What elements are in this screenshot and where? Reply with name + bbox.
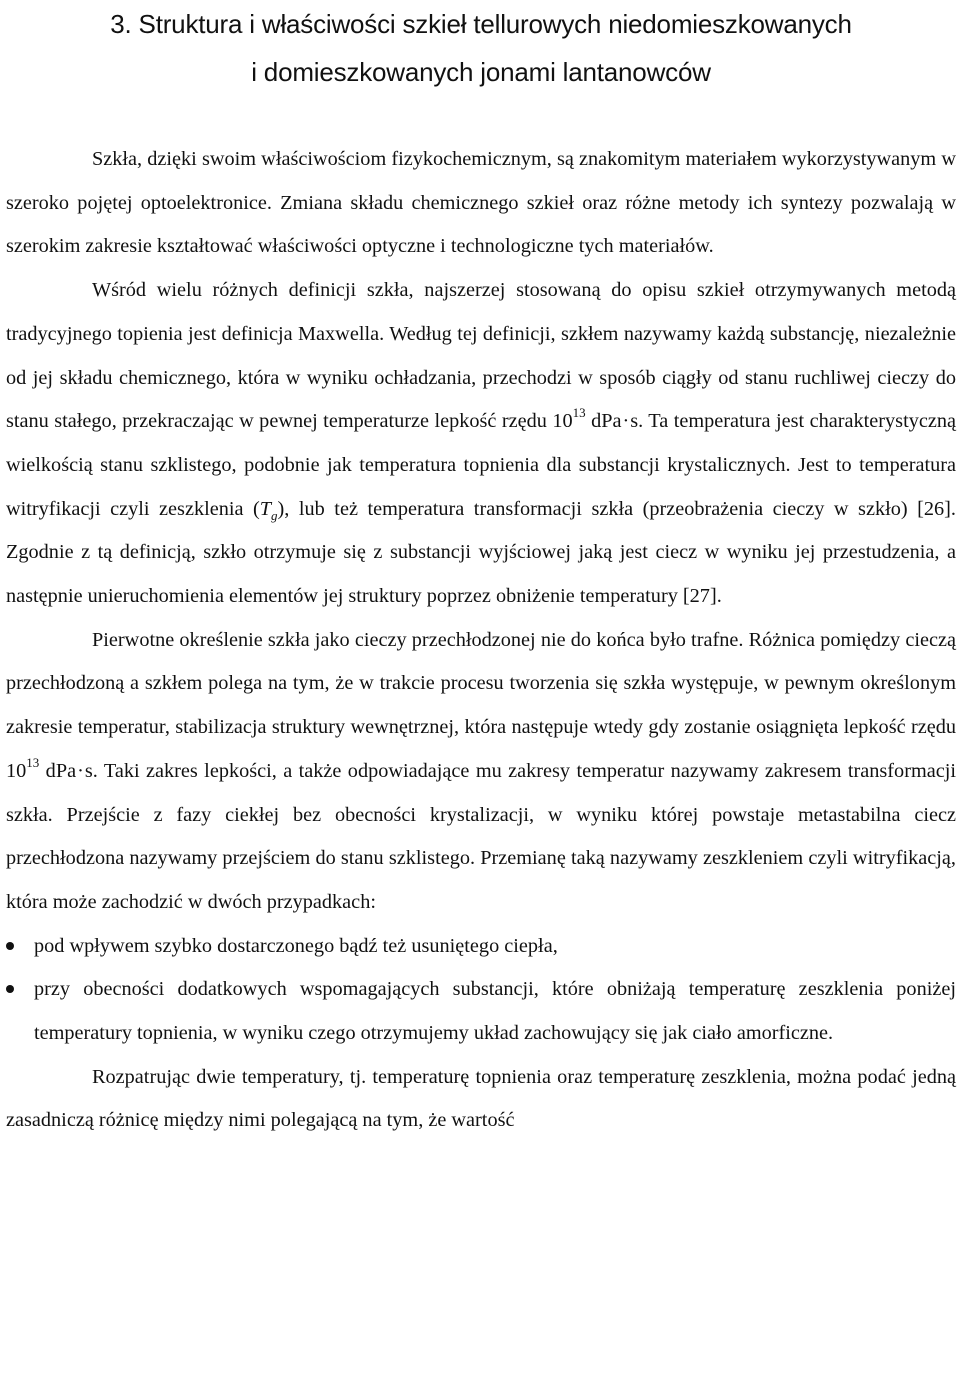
bullet-icon (6, 942, 14, 950)
list-item-text: przy obecności dodatkowych wspomagających substancji, które obniżają temperaturę zeszklenia poniżej temperatury topnienia, w wyniku czego otrzymujemy układ zachowujący się jak ciało amorficzne. (34, 978, 956, 1045)
bullet-list (6, 925, 956, 1056)
paragraph-3-part-b: dPa (39, 759, 77, 782)
paragraph-2-part-c: s. Ta temperatura jest charakterystyczną wielkością stanu szklistego, podobnie jak temperatura topnienia dla substancji krystalicznych. Jest to temperatura witryfikacji czyli zeszklenia ( (6, 410, 956, 520)
bullet-icon (6, 985, 14, 993)
heading-line-1: 3. Struktura i właściwości szkieł tellurowych niedomieszkowanych (110, 9, 852, 39)
list-item (6, 968, 956, 1055)
paragraph-2-part-a: Wśród wielu różnych definicji szkła, najszerzej stosowaną do opisu szkieł otrzymywanych metodą tradycyjnego topienia jest definicja Maxwella. Według tej definicji, szkłem nazywamy każdą substancję, niezależnie od jej składu chemicznego, która w wyniku ochładzania, przechodzi w sposób ciągły od stanu ruchliwej cieczy do stanu stałego, przekraczając w pewnej temperaturze lepkość rzędu 10 (6, 279, 956, 433)
paragraph-3 (6, 619, 956, 925)
viscosity-exponent: 13 (26, 755, 40, 771)
document-page (6, 0, 956, 1143)
paragraph-1: Szkła, dzięki swoim właściwościom fizykochemicznym, są znakomitym materiałem wykorzystywanym w szeroko pojętej optoelektronice. Zmiana składu chemicznego szkieł oraz różne metody ich syntezy pozwalają w szerokim zakresie kształtować właściwości optyczne i technologiczne tych materiałów. (6, 148, 956, 258)
tg-symbol: T (259, 497, 272, 520)
list-item-text: pod wpływem szybko dostarczonego bądź też usuniętego ciepła, (34, 934, 558, 957)
body-text (6, 138, 956, 1143)
multiplication-dot: · (77, 759, 84, 782)
paragraph-3-part-c: s. Taki zakres lepkości, a także odpowiadające mu zakresy temperatur nazywamy zakresem transformacji szkła. Przejście z fazy ciekłej bez obecności krystalizacji, w wyniku której powstaje metastabilna ciecz przechłodzona nazywamy przejściem do stanu szklistego. Przemianę taką nazywamy zeszkleniem czyli witryfikacją, która może zachodzić w dwóch przypadkach: (6, 759, 957, 913)
paragraph-2-part-d: ), lub też temperatura transformacji szkła (przeobrażenia cieczy w szkło) [26]. Zgodnie z tą definicją, szkło otrzymuje się z substancji wyjściowej jaką jest ciecz w wyniku jej przestudzenia, a następnie unieruchomienia elementów jej struktury poprzez obniżenie temperatury [27]. (6, 497, 956, 608)
section-heading (6, 0, 956, 96)
paragraph-2-part-b: dPa (585, 410, 622, 433)
paragraph-3-part-a: Pierwotne określenie szkła jako cieczy przechłodzonej nie do końca było trafne. Różnica pomiędzy cieczą przechłodzoną a szkłem polega na tym, że w trakcie procesu tworzenia się szkła występuje, w pewnym określonym zakresie temperatur, stabilizacja struktury wewnętrznej, która następuje wtedy gdy zostanie osiągnięta lepkość rzędu 10 (6, 628, 956, 782)
heading-line-2: i domieszkowanych jonami lantanowców (251, 57, 711, 87)
multiplication-dot: · (622, 410, 630, 433)
list-item (6, 925, 956, 969)
tg-subscript-letter: g (271, 507, 278, 523)
viscosity-exponent: 13 (572, 405, 586, 421)
paragraph-2 (6, 269, 956, 619)
paragraph-4: Rozpatrując dwie temperatury, tj. temperaturę topnienia oraz temperaturę zeszklenia, można podać jedną zasadniczą różnicę między nimi polegającą na tym, że wartość (6, 1065, 956, 1132)
